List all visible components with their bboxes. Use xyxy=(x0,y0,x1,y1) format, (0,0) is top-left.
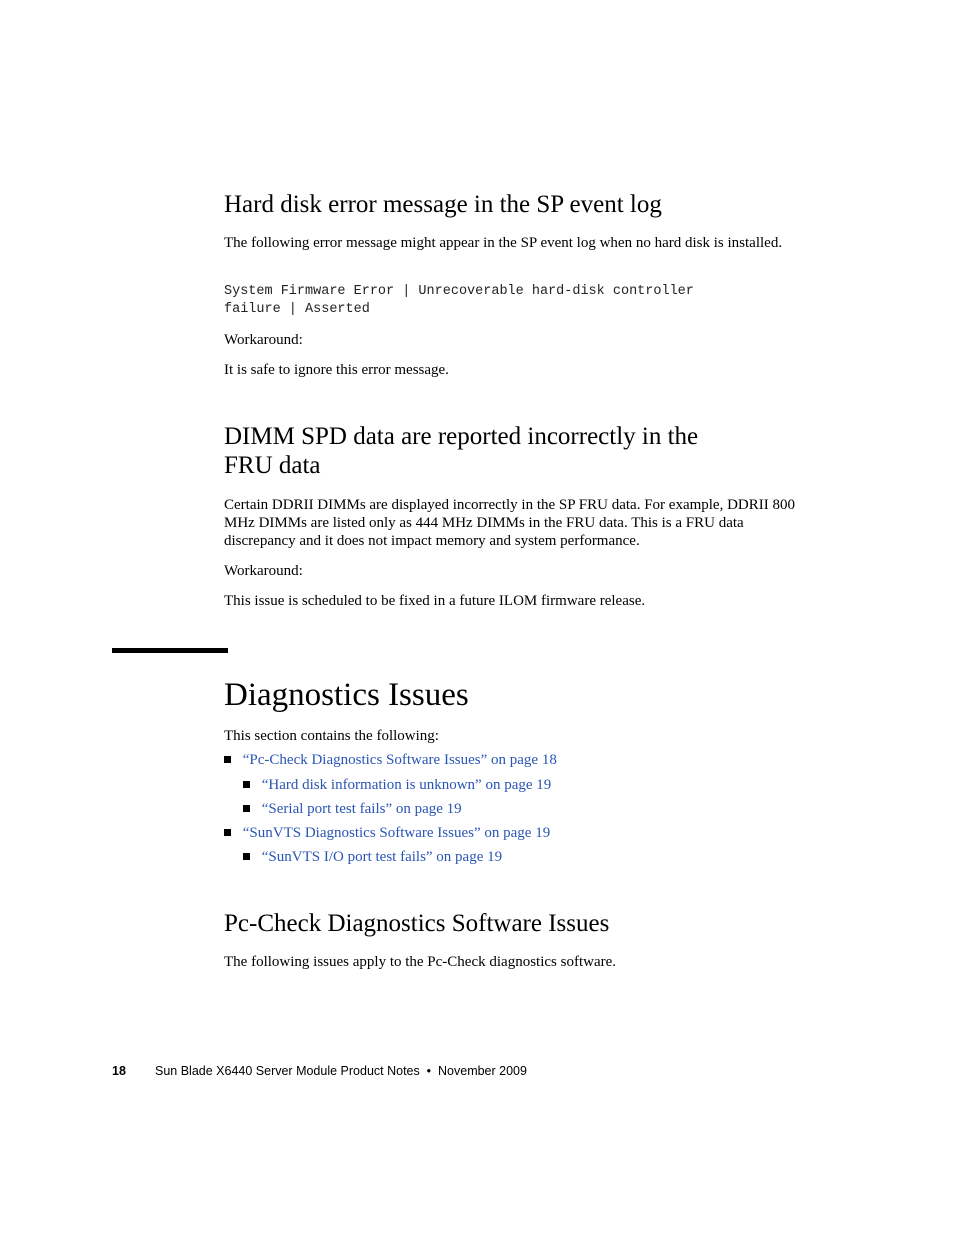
page-number: 18 xyxy=(112,1064,126,1078)
workaround-label: Workaround: xyxy=(224,563,303,579)
code-line: failure | Asserted xyxy=(224,302,370,317)
toc-item[interactable] xyxy=(243,800,462,818)
footer-title: Sun Blade X6440 Server Module Product Notes • November 2009 xyxy=(155,1064,527,1078)
workaround-label: Workaround: xyxy=(224,332,303,348)
section-heading-dimm-spd-cont: FRU data xyxy=(224,452,321,479)
section-intro-hard-disk-error: The following error message might appear in the SP event log when no hard disk is installed. xyxy=(224,235,783,251)
bullet-icon xyxy=(224,829,231,836)
chapter-intro: This section contains the following: xyxy=(224,728,439,744)
toc-item[interactable] xyxy=(224,824,550,842)
footer-text xyxy=(155,1064,527,1079)
section-heading-pc-check: Pc-Check Diagnostics Software Issues xyxy=(224,910,610,937)
toc-item[interactable] xyxy=(224,751,557,769)
section-intro-dimm-spd: Certain DDRII DIMMs are displayed incorrectly in the SP FRU data. For example, DDRII 800 MHz DIMMs are listed only as 444 MHz DIMMs in the FRU data. This is a FRU data discrepancy and it does not impact memory and system performance. xyxy=(224,497,796,549)
chapter-heading-diagnostics: Diagnostics Issues xyxy=(224,677,469,713)
toc-link[interactable]: “Pc-Check Diagnostics Software Issues” on page 18 xyxy=(242,752,557,768)
bullet-icon xyxy=(243,781,250,788)
toc-link[interactable]: “Serial port test fails” on page 19 xyxy=(261,801,462,817)
section-intro-pc-check: The following issues apply to the Pc-Check diagnostics software. xyxy=(224,954,617,970)
bullet-icon xyxy=(224,756,231,763)
section-rule xyxy=(112,648,228,653)
bullet-icon xyxy=(243,853,250,860)
bullet-icon xyxy=(243,805,250,812)
toc-link[interactable]: “Hard disk information is unknown” on page 19 xyxy=(261,777,552,793)
code-line: System Firmware Error | Unrecoverable hard-disk controller xyxy=(224,284,694,299)
toc-item[interactable] xyxy=(243,776,551,794)
toc-item[interactable] xyxy=(243,848,502,866)
workaround-text: It is safe to ignore this error message. xyxy=(224,362,449,378)
toc-link[interactable]: “SunVTS Diagnostics Software Issues” on page 19 xyxy=(242,825,551,841)
toc-link[interactable]: “SunVTS I/O port test fails” on page 19 xyxy=(261,849,503,865)
section-heading-hard-disk-error: Hard disk error message in the SP event log xyxy=(224,191,662,218)
section-heading-dimm-spd: DIMM SPD data are reported incorrectly in the xyxy=(224,423,699,450)
workaround-text: This issue is scheduled to be fixed in a future ILOM firmware release. xyxy=(224,593,646,609)
